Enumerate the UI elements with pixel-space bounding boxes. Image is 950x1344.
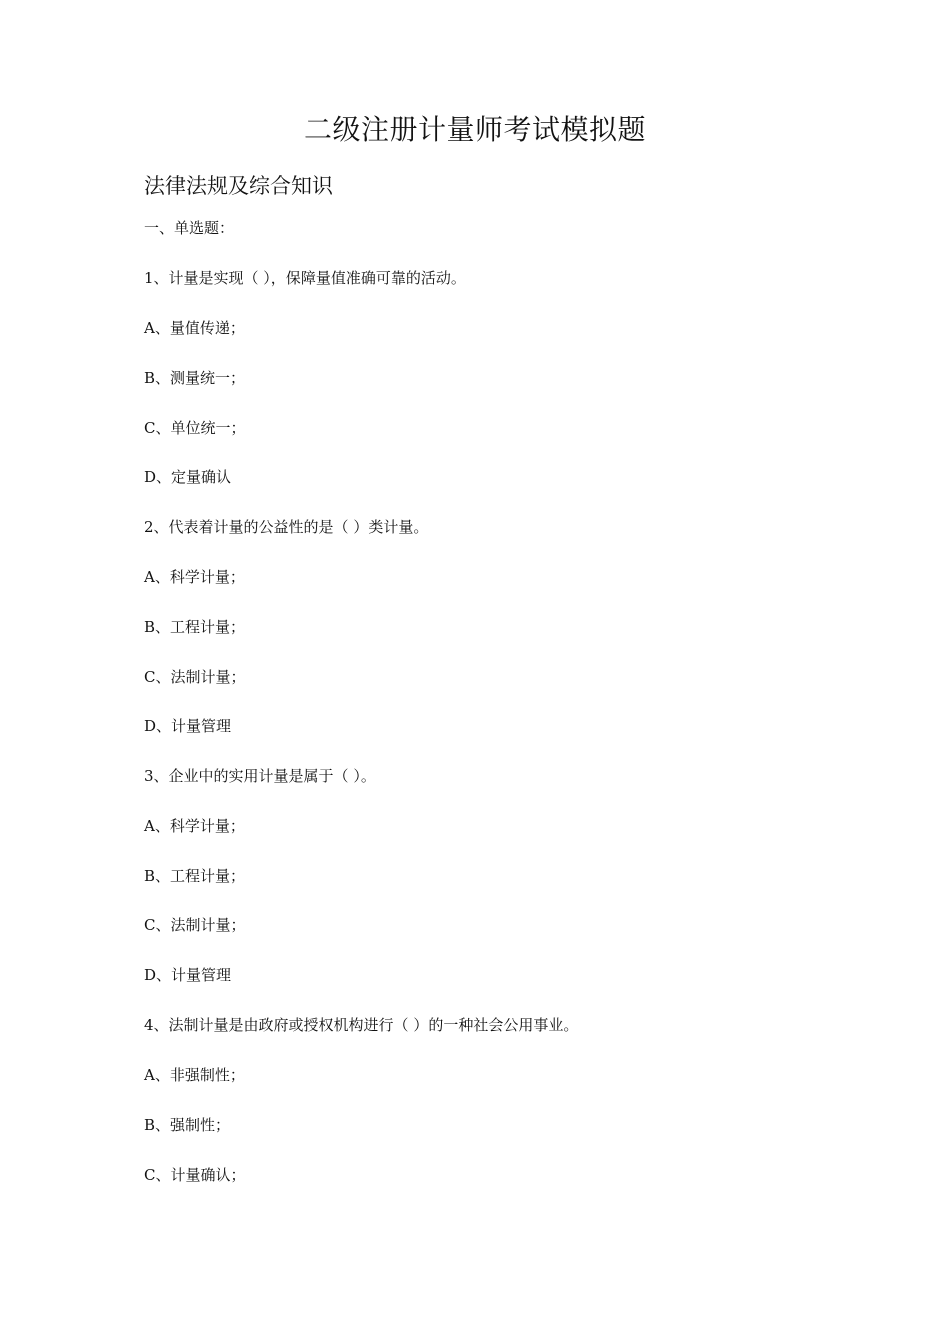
question-option: A、科学计量； xyxy=(144,568,245,586)
question-option: D、计量管理 xyxy=(144,717,232,735)
question-stem: 4、法制计量是由政府或授权机构进行（ ）的一种社会公用事业。 xyxy=(144,1016,579,1034)
question-option: C、单位统一； xyxy=(144,419,246,437)
question-option: B、测量统一； xyxy=(144,369,246,387)
question-option: D、计量管理 xyxy=(144,966,232,984)
document-title: 二级注册计量师考试模拟题 xyxy=(303,113,646,146)
question-option: C、法制计量； xyxy=(144,916,246,934)
question-option: B、工程计量； xyxy=(144,867,246,885)
question-stem: 1、计量是实现（ ），保障量值准确可靠的活动。 xyxy=(144,269,466,287)
question-option: D、定量确认 xyxy=(144,468,232,486)
question-option: C、计量确认； xyxy=(144,1166,246,1184)
question-option: A、非强制性； xyxy=(144,1066,245,1084)
question-option: B、强制性； xyxy=(144,1116,231,1134)
question-stem: 3、企业中的实用计量是属于（ ）。 xyxy=(144,767,376,785)
section-heading: 法律法规及综合知识 xyxy=(144,174,333,198)
part-label: 一、单选题： xyxy=(144,219,235,237)
question-option: B、工程计量； xyxy=(144,618,246,636)
question-option: A、科学计量； xyxy=(144,817,245,835)
question-option: C、法制计量； xyxy=(144,668,246,686)
question-option: A、量值传递； xyxy=(144,319,245,337)
question-stem: 2、代表着计量的公益性的是（ ）类计量。 xyxy=(144,518,429,536)
